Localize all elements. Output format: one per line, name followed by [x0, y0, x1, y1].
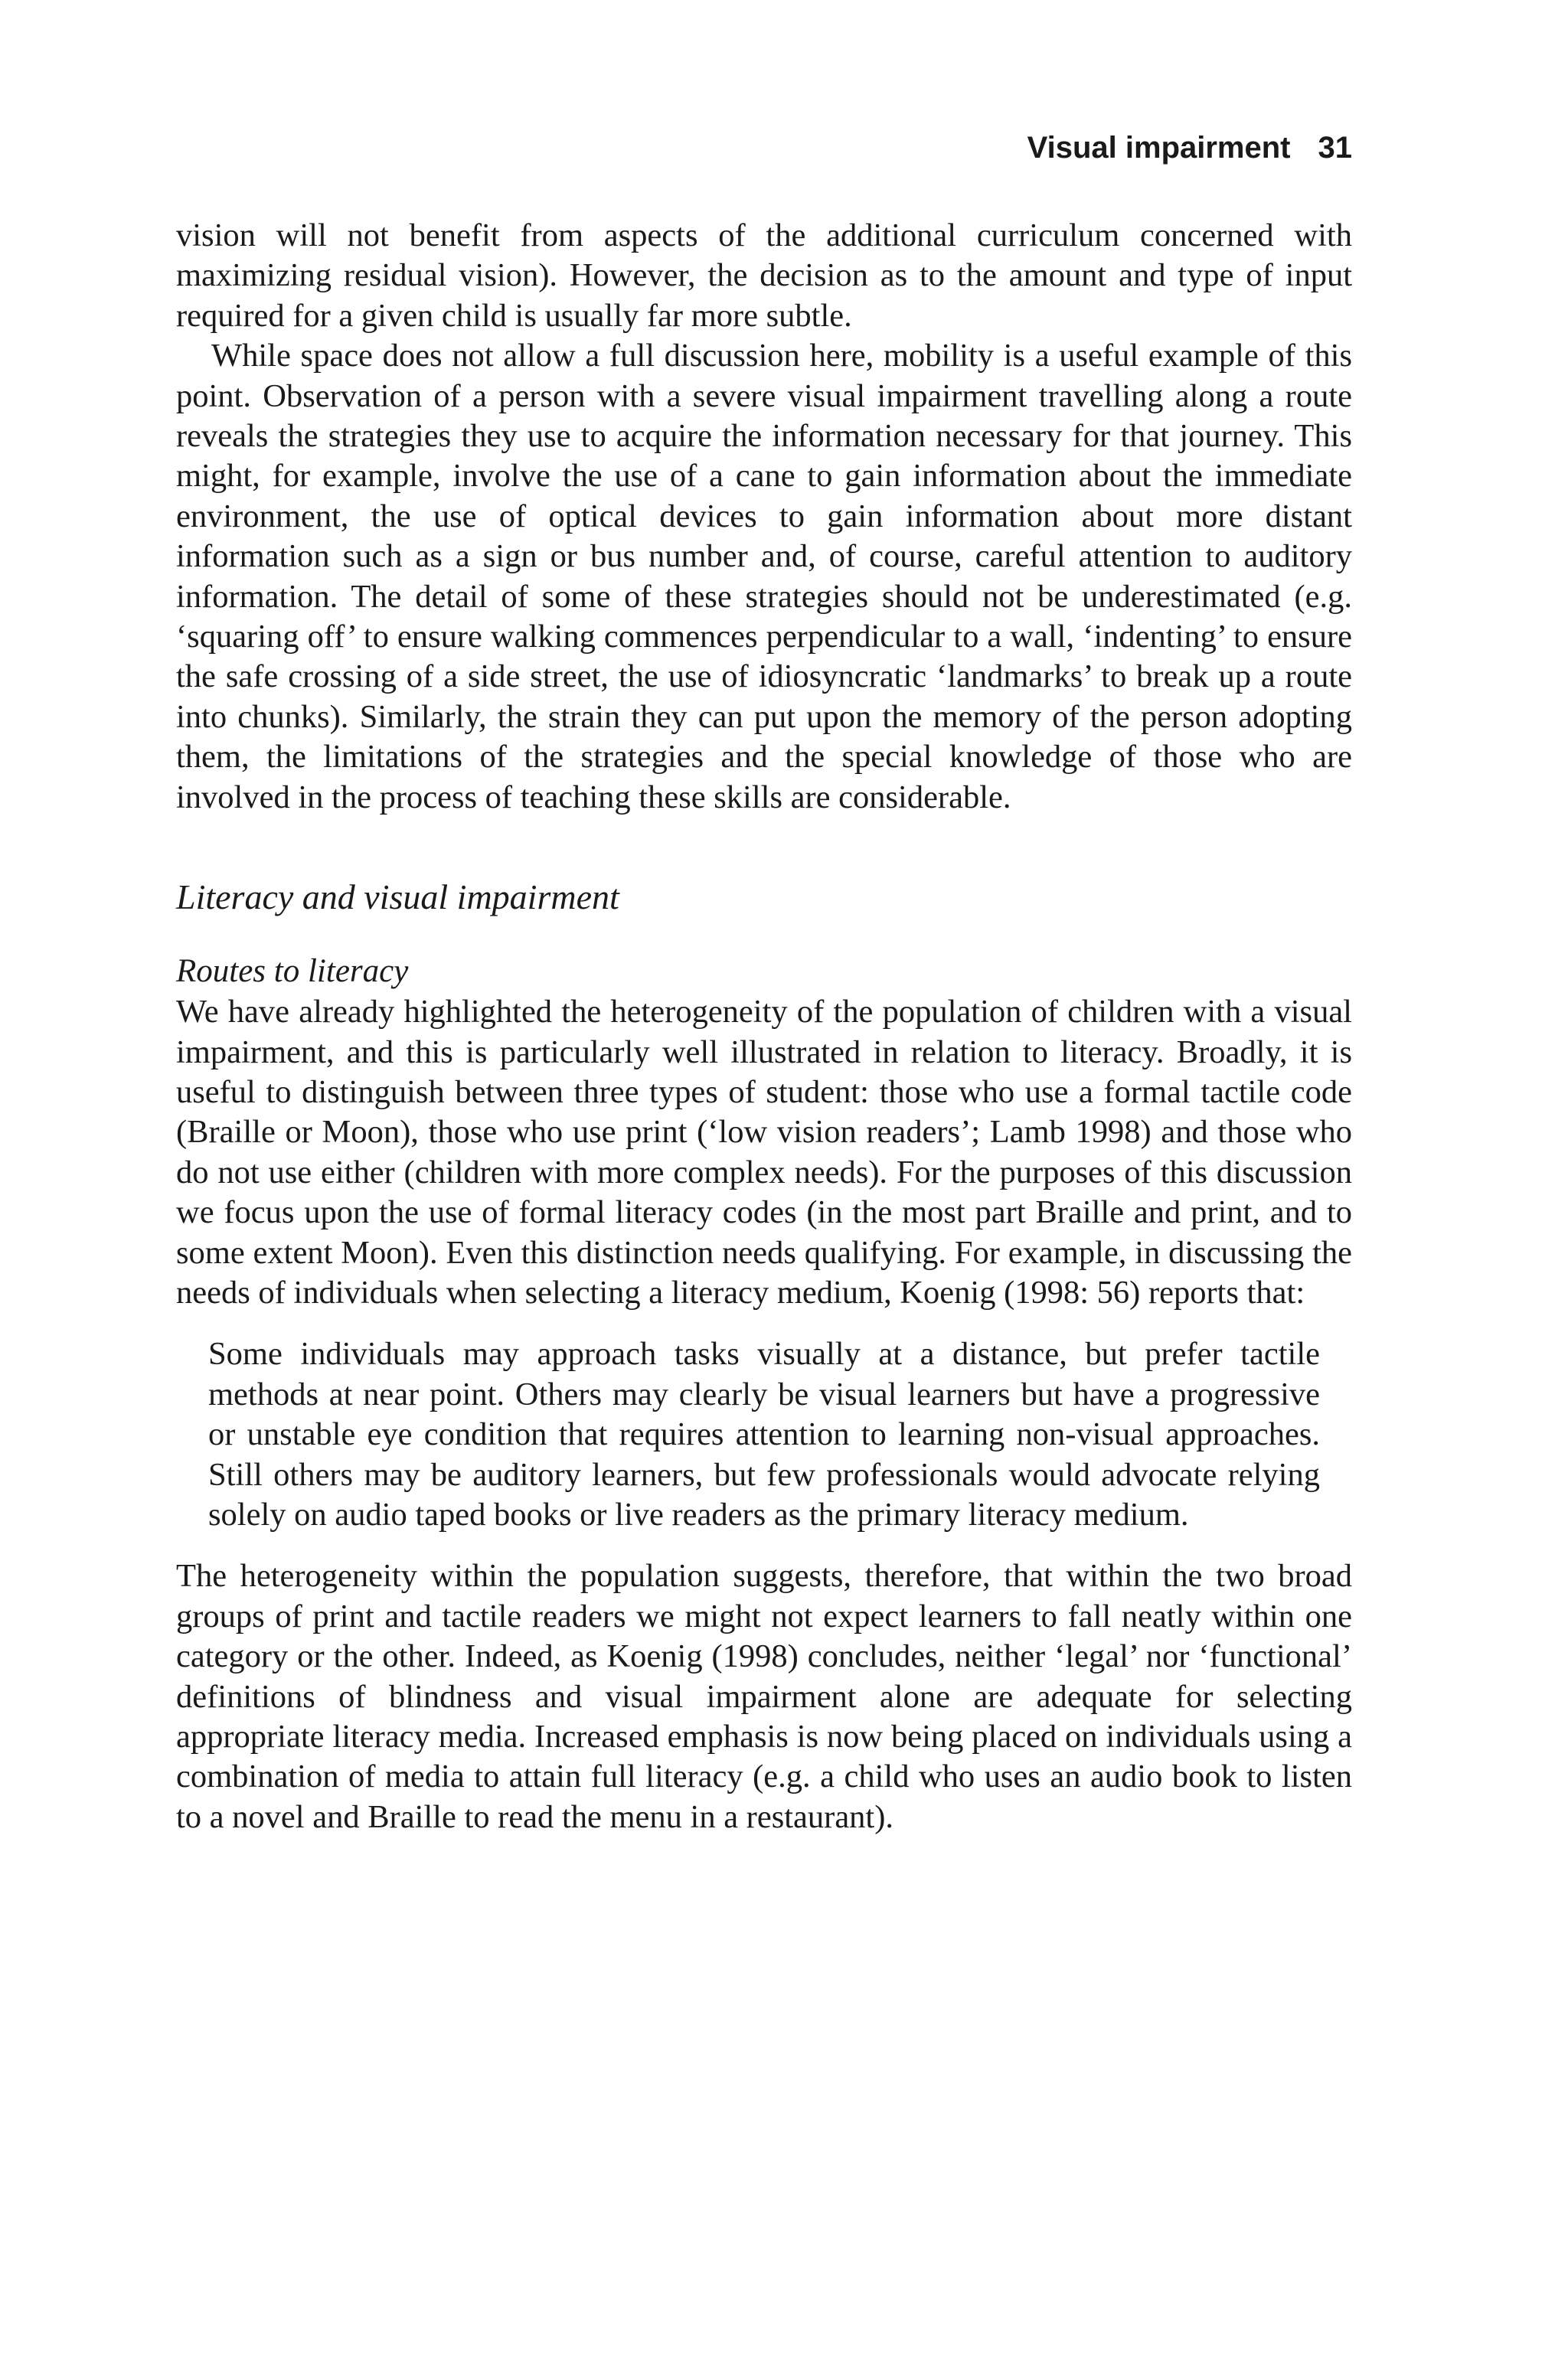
page-body — [176, 130, 1352, 1837]
paragraph-heterogeneity: The heterogeneity within the population suggests, therefore, that within the two broad groups of print and tactile readers we might not expect learners to fall neatly within one category or the other. Indeed, as Koenig (1998) concludes, neither ‘legal’ nor ‘functional’ definitions of blindness and visual impairment alone are adequate for selecting appropriate literacy media. Increased emphasis is now being placed on individuals using a combination of media to attain full literacy (e.g. a child who uses an audio book to listen to a novel and Braille to read the menu in a restaurant). — [176, 1558, 1352, 1835]
block-quote: Some individuals may approach tasks visually at a distance, but prefer tactile methods at near point. Others may clearly be visual learners but have a progressive or unstable eye condition that requires attention to learning non-visual approaches. Still others may be auditory learners, but few professionals would advocate relying solely on audio taped books or live readers as the primary literacy medium. — [208, 1336, 1320, 1533]
page-number: 31 — [1318, 131, 1352, 165]
paragraph-continued: vision will not benefit from aspects of the additional curriculum concerned with maximizing residual vision). However, the decision as to the amount and type of input required for a given child is usually far more subtle. — [176, 217, 1352, 334]
subsection-heading: Routes to literacy — [176, 953, 409, 990]
running-head-title: Visual impairment — [1027, 131, 1291, 165]
section-heading: Literacy and visual impairment — [176, 877, 619, 917]
paragraph-mobility: While space does not allow a full discussion here, mobility is a useful example of this point. Observation of a person with a severe visual impairment travelling along a route reveals the strategies they use to acquire the information necessary for that journey. This might, for example, involve the use of a cane to gain information about the immediate environment, the use of optical devices to gain information about more distant information such as a sign or bus number and, of course, careful attention to auditory information. The detail of some of these strategies should not be underestimated (e.g. ‘squaring off’ to ensure walking commences perpendicular to a wall, ‘indenting’ to ensure the safe crossing of a side street, the use of idiosyncratic ‘landmarks’ to break up a route into chunks). Similarly, the strain they can put upon the memory of the person adopting them, the limitations of the strategies and the special knowledge of those who are involved in the process of teaching these skills are considerable. — [176, 338, 1352, 815]
paragraph-routes-to-literacy: We have already highlighted the heterogeneity of the population of children with a visual impairment, and this is particularly well illustrated in relation to literacy. Broadly, it is useful to distinguish between three types of student: those who use a formal tactile code (Braille or Moon), those who use print (‘low vision readers’; Lamb 1998) and those who do not use either (children with more complex needs). For the purposes of this discussion we focus upon the use of formal literacy codes (in the most part Braille and print, and to some extent Moon). Even this distinction needs qualifying. For example, in discussing the needs of individuals when selecting a literacy medium, Koenig (1998: 56) reports that: — [176, 994, 1352, 1311]
